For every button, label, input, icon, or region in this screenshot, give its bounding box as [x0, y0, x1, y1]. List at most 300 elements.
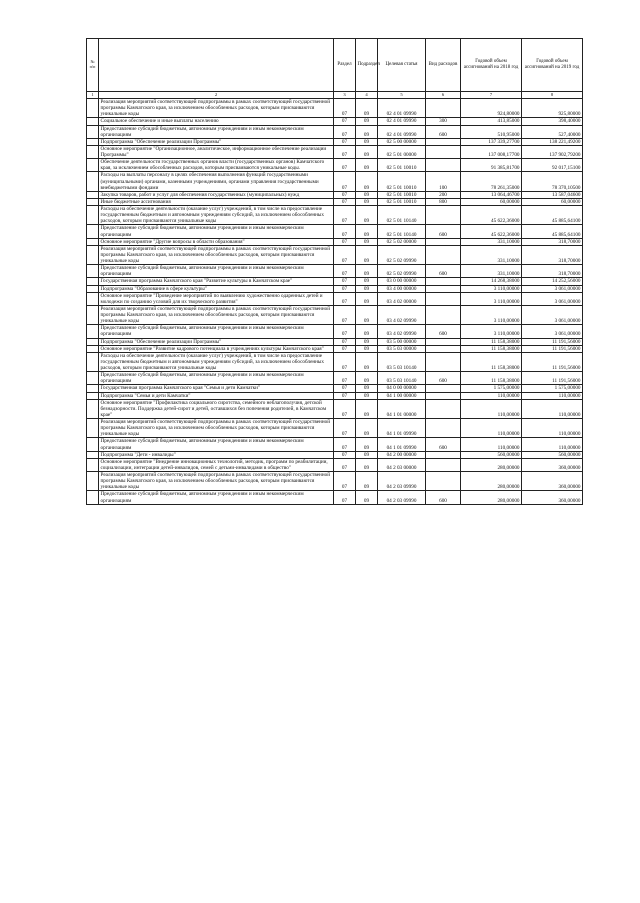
row-2019-cell: 3 061,00000 [522, 292, 583, 305]
row-vid-cell [426, 472, 461, 491]
row-name-cell: Социальное обеспечение и иные выплаты населению [99, 118, 334, 125]
row-podrazdel-cell: 09 [356, 338, 378, 345]
row-podrazdel-cell: 09 [356, 225, 378, 238]
row-vid-cell: 200 [426, 191, 461, 198]
row-vid-cell [426, 338, 461, 345]
row-number-cell [87, 285, 99, 292]
table-row [87, 372, 583, 385]
row-2019-cell: 14 252,56000 [522, 278, 583, 285]
row-podrazdel-cell: 09 [356, 265, 378, 278]
row-target-cell: 03 5 03 00000 [378, 345, 426, 352]
row-name-cell: Государственная программа Камчатского края "Развитие культуры в Камчатском крае" [99, 278, 334, 285]
row-name-cell: Реализация мероприятий соответствующей подпрограммы в рамках соответствующей государственной программы Камчатского края, за исключением обособленных расходов, которым присваиваются уникальные коды [99, 305, 334, 324]
row-number-cell [87, 238, 99, 245]
row-number-cell [87, 325, 99, 338]
row-2019-cell: 11 191,56000 [522, 352, 583, 371]
row-razdel-cell: 07 [334, 292, 356, 305]
row-vid-cell [426, 99, 461, 118]
row-number-cell [87, 385, 99, 392]
row-razdel-cell: 07 [334, 265, 356, 278]
row-number-cell [87, 372, 99, 385]
row-vid-cell [426, 385, 461, 392]
row-2018-cell: 137 339,27700 [461, 138, 522, 145]
row-name-cell: Обеспечение деятельности государственных органов власти (государственных органов) Камчатского края, за исключением обособленных расходов, которым присваиваются уникальные коды. [99, 159, 334, 172]
row-podrazdel-cell: 09 [356, 345, 378, 352]
row-2018-cell: 1 575,00000 [461, 385, 522, 392]
row-razdel-cell: 07 [334, 225, 356, 238]
row-podrazdel-cell: 09 [356, 451, 378, 458]
row-podrazdel-cell: 09 [356, 392, 378, 399]
row-vid-cell: 100 [426, 172, 461, 191]
row-target-cell: 04 2 03 09990 [378, 491, 426, 504]
row-2018-cell: 331,10000 [461, 245, 522, 264]
column-number: 6 [426, 92, 461, 99]
row-2019-cell: 360,00000 [522, 458, 583, 471]
header-name [99, 39, 334, 92]
row-podrazdel-cell: 09 [356, 245, 378, 264]
table-row [87, 118, 583, 125]
row-vid-cell: 300 [426, 118, 461, 125]
row-target-cell: 02 4 01 09990 [378, 125, 426, 138]
row-razdel-cell: 07 [334, 172, 356, 191]
row-target-cell: 03 4 00 00000 [378, 285, 426, 292]
row-2018-cell: 3 110,00000 [461, 305, 522, 324]
row-target-cell: 02 5 01 10010 [378, 191, 426, 198]
row-vid-cell [426, 292, 461, 305]
row-2018-cell: 110,00000 [461, 438, 522, 451]
row-2018-cell: 3 110,00000 [461, 285, 522, 292]
row-vid-cell [426, 238, 461, 245]
row-razdel-cell: 07 [334, 125, 356, 138]
row-target-cell: 03 4 02 09990 [378, 325, 426, 338]
row-podrazdel-cell: 09 [356, 99, 378, 118]
table-row [87, 138, 583, 145]
row-2018-cell: 510,95000 [461, 125, 522, 138]
row-razdel-cell: 07 [334, 145, 356, 158]
row-podrazdel-cell: 09 [356, 399, 378, 418]
row-2018-cell: 78 261,35000 [461, 172, 522, 191]
column-number: 8 [522, 92, 583, 99]
column-number: 2 [99, 92, 334, 99]
row-2019-cell: 78 370,10500 [522, 172, 583, 191]
row-razdel-cell: 07 [334, 338, 356, 345]
row-2018-cell: 11 158,38000 [461, 345, 522, 352]
row-2019-cell: 3 061,00000 [522, 285, 583, 292]
row-name-cell: Предоставление субсидий бюджетным, автономным учреждениям и иным некоммерческим организациям [99, 225, 334, 238]
table-row [87, 198, 583, 205]
budget-table [86, 38, 583, 505]
row-2019-cell: 360,00000 [522, 472, 583, 491]
header-podrazdel: Подраздел [356, 39, 378, 92]
row-name-cell: Подпрограмма "Дети - инвалиды" [99, 451, 334, 458]
row-target-cell: 02 5 02 09990 [378, 245, 426, 264]
row-razdel-cell: 07 [334, 285, 356, 292]
row-vid-cell [426, 345, 461, 352]
row-vid-cell: 800 [426, 198, 461, 205]
row-razdel-cell: 07 [334, 206, 356, 225]
table-row [87, 245, 583, 264]
row-target-cell: 03 5 03 10140 [378, 352, 426, 371]
table-row [87, 345, 583, 352]
row-target-cell: 02 5 01 00000 [378, 145, 426, 158]
row-2019-cell: 398,40000 [522, 118, 583, 125]
table-row [87, 385, 583, 392]
row-razdel-cell: 07 [334, 99, 356, 118]
row-podrazdel-cell: 09 [356, 292, 378, 305]
table-row [87, 399, 583, 418]
table-row [87, 392, 583, 399]
table-body [87, 99, 583, 505]
row-2019-cell: 318,70000 [522, 265, 583, 278]
row-2018-cell: 3 110,00000 [461, 325, 522, 338]
row-target-cell: 04 2 03 09990 [378, 472, 426, 491]
row-2019-cell: 318,70000 [522, 245, 583, 264]
header-num: № п/п [87, 39, 99, 92]
row-vid-cell [426, 305, 461, 324]
row-name-cell: Основное мероприятие "Проведение мероприятий по выявлению художественно одаренных детей и молодежи по созданию условий для их творческого развития" [99, 292, 334, 305]
row-2019-cell: 11 191,56000 [522, 338, 583, 345]
row-2019-cell: 13 587,04600 [522, 191, 583, 198]
row-2018-cell: 45 622,36000 [461, 225, 522, 238]
row-2018-cell: 280,00000 [461, 472, 522, 491]
table-row [87, 458, 583, 471]
row-razdel-cell: 07 [334, 472, 356, 491]
row-2018-cell: 110,00000 [461, 399, 522, 418]
row-podrazdel-cell: 09 [356, 125, 378, 138]
row-number-cell [87, 99, 99, 118]
row-number-cell [87, 125, 99, 138]
row-podrazdel-cell: 09 [356, 305, 378, 324]
row-podrazdel-cell: 09 [356, 118, 378, 125]
row-podrazdel-cell: 09 [356, 438, 378, 451]
row-name-cell: Расходы на выплаты персоналу в целях обеспечения выполнения функций государственными (муниципальными) органами, казенными учреждениями, органами управления государственными внебюджетными фондами [99, 172, 334, 191]
row-vid-cell: 600 [426, 491, 461, 504]
row-2019-cell: 925,80000 [522, 99, 583, 118]
row-target-cell: 04 1 01 09990 [378, 438, 426, 451]
row-name-cell: Основное мероприятие "Профилактика социального сиротства, семейного неблагополучия, детской безнадзорности. Поддержка детей-сирот и детей, оставшихся без попечения родителей, в Камчатском крае" [99, 399, 334, 418]
row-number-cell [87, 278, 99, 285]
row-number-cell [87, 399, 99, 418]
row-name-cell: Подпрограмма "Образование в сфере культуры" [99, 285, 334, 292]
row-2018-cell: 14 268,38000 [461, 278, 522, 285]
column-number-row [87, 92, 583, 99]
row-name-cell: Основное мероприятие "Организационное, аналитическое, информационное обеспечение реализации Программы" [99, 145, 334, 158]
row-razdel-cell: 07 [334, 392, 356, 399]
row-2019-cell: 92 017,15100 [522, 159, 583, 172]
table-row [87, 265, 583, 278]
row-number-cell [87, 392, 99, 399]
row-razdel-cell: 07 [334, 325, 356, 338]
row-number-cell [87, 191, 99, 198]
table-row [87, 292, 583, 305]
row-name-cell: Реализация мероприятий соответствующей подпрограммы в рамках соответствующей государственной программы Камчатского края, за исключением обособленных расходов, которым присваиваются уникальные коды [99, 99, 334, 118]
row-target-cell: 02 4 01 09990 [378, 118, 426, 125]
row-target-cell: 02 4 01 09990 [378, 99, 426, 118]
row-vid-cell [426, 145, 461, 158]
row-razdel-cell: 07 [334, 491, 356, 504]
header-razdel: Раздел [334, 39, 356, 92]
row-number-cell [87, 292, 99, 305]
row-vid-cell: 600 [426, 265, 461, 278]
row-2018-cell: 91 385,81700 [461, 159, 522, 172]
column-number: 1 [87, 92, 99, 99]
column-number: 7 [461, 92, 522, 99]
row-podrazdel-cell: 09 [356, 278, 378, 285]
row-2019-cell: 110,00000 [522, 399, 583, 418]
row-vid-cell: 600 [426, 225, 461, 238]
row-vid-cell [426, 419, 461, 438]
row-vid-cell: 600 [426, 372, 461, 385]
table-row [87, 172, 583, 191]
row-2019-cell: 3 061,00000 [522, 325, 583, 338]
row-razdel-cell: 07 [334, 138, 356, 145]
row-vid-cell [426, 352, 461, 371]
row-razdel-cell: 07 [334, 118, 356, 125]
row-name-cell: Иные бюджетные ассигнования [99, 198, 334, 205]
row-2019-cell: 11 191,56000 [522, 345, 583, 352]
row-vid-cell [426, 451, 461, 458]
row-name-cell: Основное мероприятие "Развитие кадрового потенциала в учреждениях культуры Камчатского края" [99, 345, 334, 352]
table-header-row [87, 39, 583, 92]
row-podrazdel-cell: 09 [356, 238, 378, 245]
row-vid-cell: 600 [426, 438, 461, 451]
table-row [87, 305, 583, 324]
row-2018-cell: 3 110,00000 [461, 292, 522, 305]
row-2019-cell: 45 885,64100 [522, 225, 583, 238]
row-2019-cell: 3 061,00000 [522, 305, 583, 324]
row-target-cell: 03 4 02 09990 [378, 305, 426, 324]
row-2018-cell: 11 158,38000 [461, 372, 522, 385]
row-target-cell: 03 0 00 00000 [378, 278, 426, 285]
table-row [87, 325, 583, 338]
row-name-cell: Закупка товаров, работ и услуг для обеспечения государственных (муниципальных) нужд [99, 191, 334, 198]
table-row [87, 285, 583, 292]
column-number: 3 [334, 92, 356, 99]
row-target-cell: 03 5 03 10140 [378, 372, 426, 385]
row-name-cell: Государственная программа Камчатского края "Семья и дети Камчатки" [99, 385, 334, 392]
row-number-cell [87, 245, 99, 264]
row-name-cell: Реализация мероприятий соответствующей подпрограммы в рамках соответствующей государственной программы Камчатского края, за исключением обособленных расходов, которым присваиваются уникальные коды [99, 419, 334, 438]
row-target-cell: 02 5 01 10010 [378, 172, 426, 191]
row-podrazdel-cell: 09 [356, 172, 378, 191]
row-razdel-cell: 07 [334, 451, 356, 458]
row-number-cell [87, 138, 99, 145]
row-2018-cell: 280,00000 [461, 491, 522, 504]
row-2018-cell: 60,00000 [461, 198, 522, 205]
row-number-cell [87, 451, 99, 458]
row-target-cell: 04 0 00 00000 [378, 385, 426, 392]
row-vid-cell [426, 399, 461, 418]
row-2019-cell: 110,00000 [522, 419, 583, 438]
row-razdel-cell: 07 [334, 191, 356, 198]
row-name-cell: Расходы на обеспечение деятельности (оказание услуг) учреждений, в том числе на предоставление государственным бюджетным и автономным учреждениям субсидий, за исключением обособленных расходов, которым присваиваются уникальные коды [99, 352, 334, 371]
row-2019-cell: 318,70000 [522, 238, 583, 245]
row-razdel-cell: 07 [334, 305, 356, 324]
row-target-cell: 04 1 01 00000 [378, 399, 426, 418]
table-row [87, 145, 583, 158]
row-target-cell: 04 1 00 00000 [378, 392, 426, 399]
row-2018-cell: 331,10000 [461, 238, 522, 245]
row-name-cell: Расходы на обеспечение деятельности (оказание услуг) учреждений, в том числе на предоставление государственным бюджетным и автономным учреждениям субсидий, за исключением обособленных расходов, которым присваиваются уникальные коды [99, 206, 334, 225]
table-row [87, 238, 583, 245]
row-razdel-cell: 07 [334, 352, 356, 371]
row-podrazdel-cell: 09 [356, 458, 378, 471]
row-2018-cell: 137 008,17700 [461, 145, 522, 158]
row-2019-cell: 138 221,49200 [522, 138, 583, 145]
table-row [87, 438, 583, 451]
row-name-cell: Подпрограмма "Обеспечение реализации Программы" [99, 338, 334, 345]
table-row [87, 451, 583, 458]
row-razdel-cell: 07 [334, 458, 356, 471]
row-name-cell: Предоставление субсидий бюджетным, автономным учреждениям и иным некоммерческим организациям [99, 438, 334, 451]
row-target-cell: 02 5 01 10010 [378, 159, 426, 172]
row-2018-cell: 11 158,38000 [461, 338, 522, 345]
table-row [87, 125, 583, 138]
row-name-cell: Предоставление субсидий бюджетным, автономным учреждениям и иным некоммерческим организациям [99, 265, 334, 278]
table-row [87, 419, 583, 438]
table-row [87, 338, 583, 345]
header-target: Целевая статья [378, 39, 426, 92]
row-razdel-cell: 07 [334, 238, 356, 245]
row-vid-cell [426, 159, 461, 172]
row-razdel-cell: 07 [334, 278, 356, 285]
row-podrazdel-cell: 09 [356, 145, 378, 158]
row-2019-cell: 1 575,00000 [522, 385, 583, 392]
row-razdel-cell: 07 [334, 419, 356, 438]
row-2019-cell: 110,00000 [522, 392, 583, 399]
row-number-cell [87, 472, 99, 491]
row-name-cell: Реализация мероприятий соответствующей подпрограммы в рамках соответствующей государственной программы Камчатского края, за исключением обособленных расходов, которым присваиваются уникальные коды [99, 245, 334, 264]
table-row [87, 206, 583, 225]
row-target-cell: 04 2 03 00000 [378, 458, 426, 471]
row-2018-cell: 45 622,36000 [461, 206, 522, 225]
row-podrazdel-cell: 09 [356, 372, 378, 385]
row-name-cell: Основное мероприятие "Внедрение инновационных технологий, методик, программ по реабилитации, социализации, интеграции детей-инвалидов, семей с детьми-инвалидами в общество" [99, 458, 334, 471]
row-podrazdel-cell: 09 [356, 491, 378, 504]
row-target-cell: 04 1 01 09990 [378, 419, 426, 438]
row-podrazdel-cell: 09 [356, 472, 378, 491]
row-2018-cell: 413,85000 [461, 118, 522, 125]
row-vid-cell [426, 392, 461, 399]
row-2018-cell: 924,80000 [461, 99, 522, 118]
row-2018-cell: 280,00000 [461, 458, 522, 471]
row-number-cell [87, 458, 99, 471]
row-number-cell [87, 118, 99, 125]
row-podrazdel-cell: 09 [356, 206, 378, 225]
row-number-cell [87, 305, 99, 324]
row-2018-cell: 560,00000 [461, 451, 522, 458]
row-2018-cell: 110,00000 [461, 392, 522, 399]
row-razdel-cell: 07 [334, 399, 356, 418]
row-target-cell: 03 5 00 00000 [378, 338, 426, 345]
row-2019-cell: 45 885,64100 [522, 206, 583, 225]
table-row [87, 491, 583, 504]
row-target-cell: 02 5 01 10010 [378, 198, 426, 205]
row-razdel-cell: 07 [334, 372, 356, 385]
row-vid-cell: 600 [426, 325, 461, 338]
row-name-cell: Предоставление субсидий бюджетным, автономным учреждениям и иным некоммерческим организациям [99, 491, 334, 504]
row-number-cell [87, 491, 99, 504]
table-row [87, 225, 583, 238]
row-2019-cell: 110,00000 [522, 438, 583, 451]
row-number-cell [87, 352, 99, 371]
row-2018-cell: 110,00000 [461, 419, 522, 438]
row-number-cell [87, 206, 99, 225]
row-podrazdel-cell: 09 [356, 325, 378, 338]
row-name-cell: Предоставление субсидий бюджетным, автономным учреждениям и иным некоммерческим организациям [99, 125, 334, 138]
row-name-cell: Предоставление субсидий бюджетным, автономным учреждениям и иным некоммерческим организациям [99, 372, 334, 385]
row-vid-cell [426, 458, 461, 471]
row-name-cell: Основное мероприятие "Другие вопросы в области образования" [99, 238, 334, 245]
row-2019-cell: 527,40000 [522, 125, 583, 138]
header-vid: Вид расходов [426, 39, 461, 92]
header-2019: Годовой объем ассигнований на 2019 год [522, 39, 583, 92]
row-number-cell [87, 419, 99, 438]
table-row [87, 191, 583, 198]
row-razdel-cell: 07 [334, 245, 356, 264]
table-row [87, 278, 583, 285]
row-name-cell: Подпрограмма "Обеспечение реализации Программы" [99, 138, 334, 145]
column-number: 4 [356, 92, 378, 99]
row-target-cell: 02 5 01 10140 [378, 206, 426, 225]
row-number-cell [87, 338, 99, 345]
row-vid-cell [426, 206, 461, 225]
row-podrazdel-cell: 09 [356, 159, 378, 172]
table-row [87, 352, 583, 371]
table-row [87, 99, 583, 118]
column-number: 5 [378, 92, 426, 99]
row-name-cell: Подпрограмма "Семья и дети Камчатки" [99, 392, 334, 399]
row-razdel-cell: 07 [334, 385, 356, 392]
row-vid-cell [426, 278, 461, 285]
row-number-cell [87, 345, 99, 352]
row-razdel-cell: 07 [334, 345, 356, 352]
row-vid-cell [426, 138, 461, 145]
row-podrazdel-cell: 09 [356, 385, 378, 392]
row-podrazdel-cell: 09 [356, 138, 378, 145]
row-vid-cell: 600 [426, 125, 461, 138]
row-name-cell: Предоставление субсидий бюджетным, автономным учреждениям и иным некоммерческим организациям [99, 325, 334, 338]
row-podrazdel-cell: 09 [356, 419, 378, 438]
table-row [87, 159, 583, 172]
table-row [87, 472, 583, 491]
row-number-cell [87, 225, 99, 238]
row-razdel-cell: 07 [334, 198, 356, 205]
row-2019-cell: 60,00000 [522, 198, 583, 205]
row-number-cell [87, 159, 99, 172]
row-vid-cell [426, 285, 461, 292]
row-target-cell: 03 4 02 00000 [378, 292, 426, 305]
row-2019-cell: 11 191,56000 [522, 372, 583, 385]
row-podrazdel-cell: 09 [356, 191, 378, 198]
row-2018-cell: 331,10000 [461, 265, 522, 278]
row-2019-cell: 560,00000 [522, 451, 583, 458]
row-target-cell: 02 5 02 09990 [378, 265, 426, 278]
row-target-cell: 04 2 00 00000 [378, 451, 426, 458]
row-podrazdel-cell: 09 [356, 198, 378, 205]
row-target-cell: 02 5 01 10140 [378, 225, 426, 238]
row-number-cell [87, 438, 99, 451]
document-page [86, 38, 582, 505]
row-2018-cell: 13 064,46700 [461, 191, 522, 198]
row-number-cell [87, 172, 99, 191]
row-2019-cell: 360,00000 [522, 491, 583, 504]
row-razdel-cell: 07 [334, 438, 356, 451]
header-2018: Годовой объем ассигнований на 2018 год [461, 39, 522, 92]
row-number-cell [87, 145, 99, 158]
row-name-cell: Реализация мероприятий соответствующей подпрограммы в рамках соответствующей государственной программы Камчатского края, за исключением обособленных расходов, которым присваиваются уникальные коды [99, 472, 334, 491]
row-vid-cell [426, 245, 461, 264]
